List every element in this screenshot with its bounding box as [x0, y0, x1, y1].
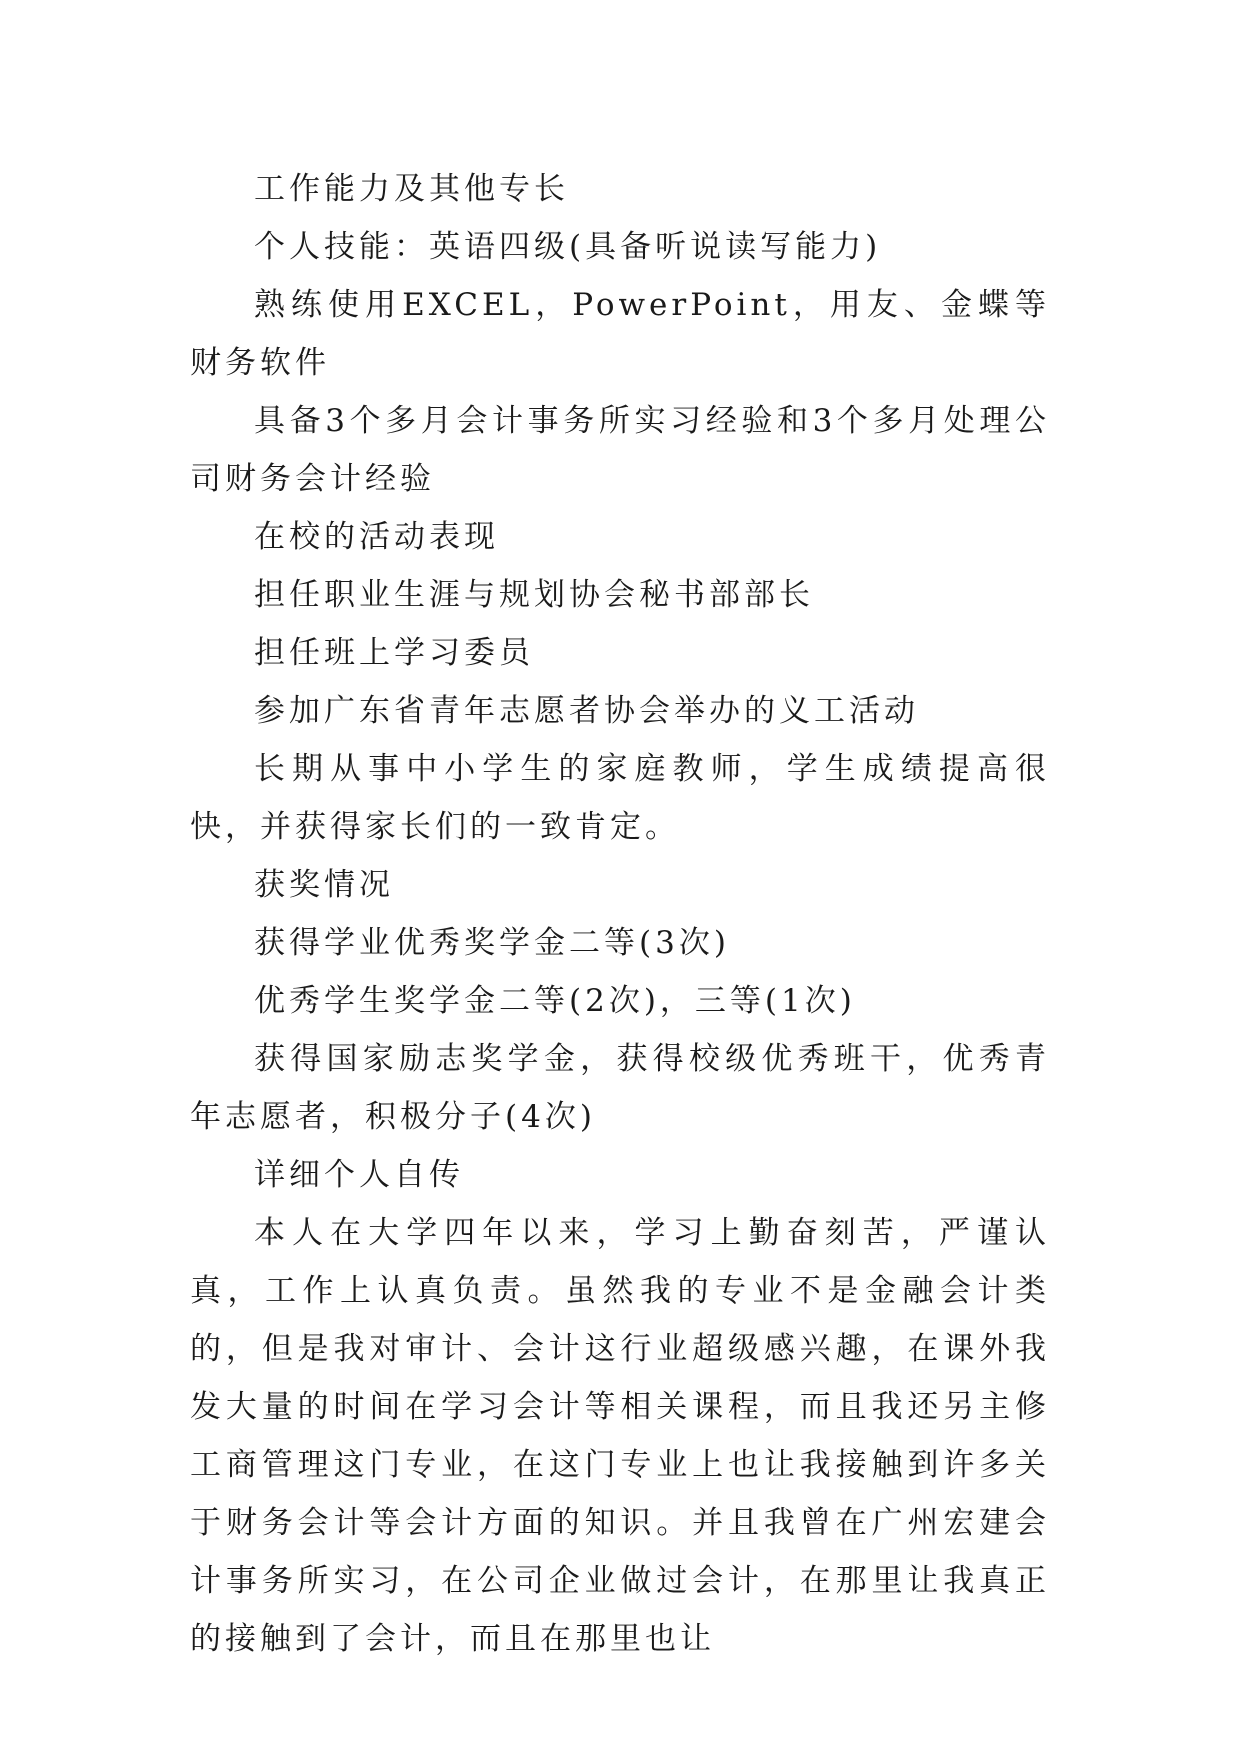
- skill-software: 熟练使用EXCEL，PowerPoint，用友、金蝶等财务软件: [190, 287, 1050, 381]
- award-academic: 获得学业优秀奖学金二等(3次): [254, 925, 730, 961]
- award-student: 优秀学生奖学金二等(2次)，三等(1次): [254, 983, 856, 1019]
- skill-english: 个人技能：英语四级(具备听说读写能力): [254, 229, 882, 265]
- autobiography-text: 本人在大学四年以来，学习上勤奋刻苦，严谨认真，工作上认真负责。虽然我的专业不是金融会计类的，但是我对审计、会计这行业超级感兴趣，在课外我发大量的时间在学习会计等相关课程，而且我还另主修工商管理这门专业，在这门专业上也让我接触到许多关于财务会计等会计方面的知识。并且我曾在广州宏建会计事务所实习，在公司企业做过会计，在那里让我真正的接触到了会计，而且在那里也让: [190, 1215, 1050, 1657]
- activity-volunteer: 参加广东省青年志愿者协会举办的义工活动: [254, 693, 919, 729]
- section-heading-autobiography: 详细个人自传: [254, 1157, 464, 1193]
- skill-experience: 具备3个多月会计事务所实习经验和3个多月处理公司财务会计经验: [190, 403, 1050, 497]
- document-page: [190, 160, 1050, 1668]
- award-national: 获得国家励志奖学金，获得校级优秀班干，优秀青年志愿者，积极分子(4次): [190, 1041, 1050, 1135]
- activity-tutor: 长期从事中小学生的家庭教师，学生成绩提高很快，并获得家长们的一致肯定。: [190, 751, 1050, 845]
- section-heading-campus-activities: 在校的活动表现: [254, 519, 499, 555]
- activity-career-association: 担任职业生涯与规划协会秘书部部长: [254, 577, 814, 613]
- section-heading-work-ability: 工作能力及其他专长: [254, 171, 569, 207]
- section-heading-awards: 获奖情况: [254, 867, 394, 903]
- activity-study-committee: 担任班上学习委员: [254, 635, 534, 671]
